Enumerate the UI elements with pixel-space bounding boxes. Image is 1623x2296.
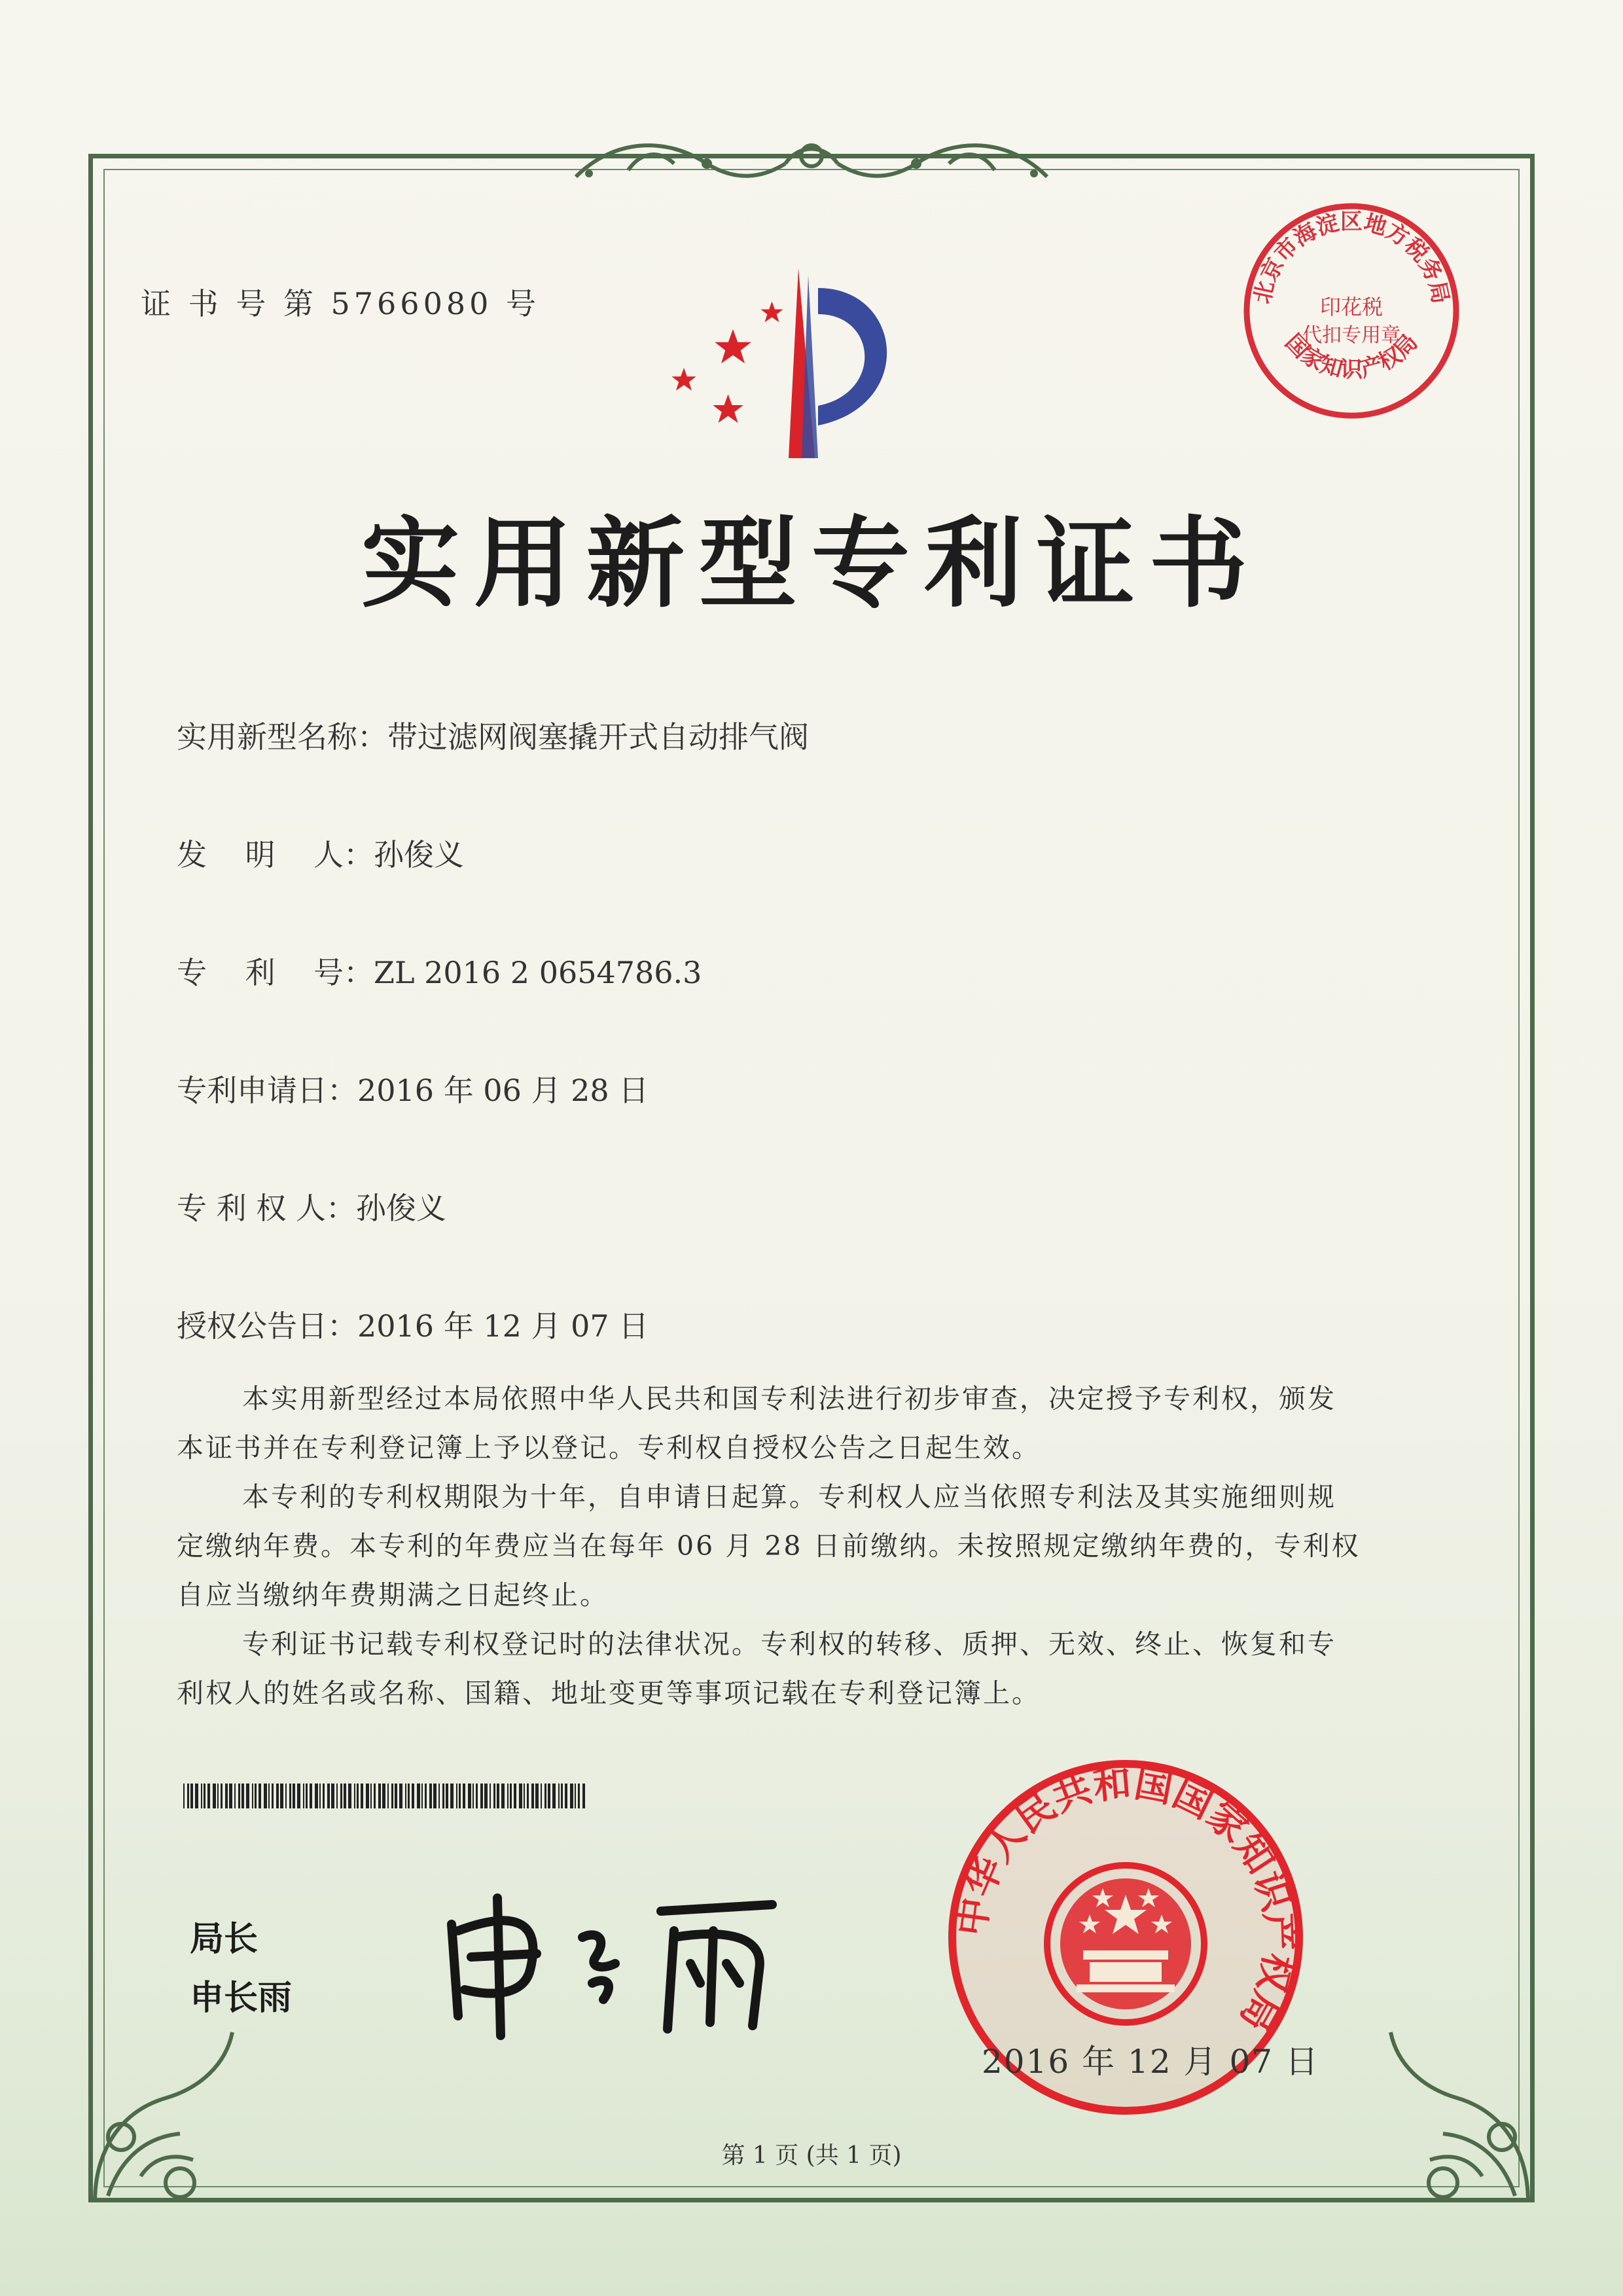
barcode-bar [497, 1784, 499, 1808]
barcode-bar [548, 1784, 550, 1808]
svg-text:北京市海淀区地方税务局 [1249, 209, 1454, 306]
barcode-bar [221, 1784, 223, 1808]
issue-date: 2016 年 12 月 07 日 [982, 2043, 1319, 2081]
certificate-title: 实用新型专利证书 [361, 506, 1262, 621]
barcode-bar [354, 1784, 355, 1808]
barcode-bar [570, 1784, 573, 1808]
tax-seal-ring-text: 北京市海淀区地方税务局 [1249, 209, 1454, 306]
barcode-bar [285, 1784, 287, 1808]
field-label: 授权公告日： [177, 1308, 357, 1344]
barcode-bar [412, 1784, 414, 1808]
barcode-bar [429, 1784, 432, 1808]
body-paragraph: 本专利的专利权期限为十年，自申请日起算。专利权人应当依照专利法及其实施细则规定缴纳年费。本专利的年费应当在每年 06 月 28 日前缴纳。未按照规定缴纳年费的，专利权自应当缴纳年费期满之日起终止。 [177, 1481, 1361, 1611]
certificate-body-text [177, 1374, 1361, 1718]
cnipa-logo-icon [668, 262, 955, 471]
director-name: 申长雨 [190, 1979, 293, 2018]
top-ornament-icon [550, 124, 1073, 196]
barcode-bar [190, 1784, 193, 1808]
barcode-bar [510, 1784, 512, 1808]
tax-seal-stamp [1237, 196, 1466, 425]
barcode-bar [382, 1784, 385, 1808]
barcode-bar [417, 1784, 420, 1808]
barcode-bar [331, 1784, 334, 1808]
barcode-bar [319, 1784, 321, 1808]
barcode-bar [391, 1784, 393, 1808]
barcode-bar [524, 1784, 525, 1808]
barcode-bar [493, 1784, 495, 1808]
body-paragraph: 本实用新型经过本局依照中华人民共和国专利法进行初步审查，决定授予专利权，颁发本证书并在专利登记簿上予以登记。专利权自授权公告之日起生效。 [177, 1383, 1336, 1463]
barcode-bar [463, 1784, 465, 1808]
barcode-bar [395, 1784, 397, 1808]
barcode-bar [374, 1784, 376, 1808]
barcode-bar [217, 1784, 219, 1808]
tax-seal-center-line2: 代扣专用章 [1302, 324, 1400, 347]
certificate-number-label: 证 书 号 第 [141, 286, 317, 321]
barcode-bar [357, 1784, 359, 1808]
field-value: 孙俊义 [355, 1191, 446, 1226]
barcode-bar [425, 1784, 427, 1808]
barcode-bar [387, 1784, 389, 1808]
barcode-bar [490, 1784, 491, 1808]
barcode-bar [408, 1784, 410, 1808]
field-label: 专 利 号： [177, 955, 374, 990]
barcode-bar [238, 1784, 240, 1808]
barcode-bar [468, 1784, 471, 1808]
barcode-bar [541, 1784, 542, 1808]
certificate-number [141, 280, 540, 323]
barcode-bar [507, 1784, 508, 1808]
barcode-bar [323, 1784, 325, 1808]
barcode-bar [438, 1784, 440, 1808]
barcode-bar [306, 1784, 308, 1808]
barcode-bar [327, 1784, 330, 1808]
barcode-bar [207, 1784, 210, 1808]
barcode-bar [255, 1784, 257, 1808]
field-value: 2016 年 06 月 28 日 [357, 1073, 649, 1108]
field-patentee [177, 1185, 446, 1228]
barcode-bar [575, 1784, 576, 1808]
barcode-bar [183, 1784, 185, 1808]
barcode-bar [340, 1784, 342, 1808]
field-application-date [177, 1067, 649, 1110]
barcode-bar [303, 1784, 304, 1808]
barcode-bar [241, 1784, 244, 1808]
barcode-bar [535, 1784, 539, 1808]
field-utility-model-name [177, 713, 809, 757]
barcode-bar [480, 1784, 483, 1808]
barcode-bar [310, 1784, 312, 1808]
barcode-bar [527, 1784, 529, 1808]
bottom-left-ornament-icon [82, 2019, 252, 2209]
page-number: 第 1 页 (共 1 页) [721, 2142, 902, 2169]
body-paragraph: 专利证书记载专利权登记时的法律状况。专利权的转移、质押、无效、终止、恢复和专利权人的姓名或名称、国籍、地址变更等事项记载在专利登记簿上。 [177, 1628, 1336, 1709]
field-inventor [177, 831, 464, 874]
certificate-number-suffix: 号 [506, 286, 540, 321]
barcode-bar [459, 1784, 461, 1808]
barcode-bar [446, 1784, 448, 1808]
barcode-bar [201, 1784, 202, 1808]
barcode-bar [450, 1784, 454, 1808]
barcode-bar [565, 1784, 567, 1808]
barcode-bar [259, 1784, 261, 1808]
tax-seal-bottom-text: 国家知识产权局 [1279, 329, 1423, 384]
barcode-icon [183, 1784, 589, 1808]
barcode-bar [280, 1784, 283, 1808]
certificate-number-value: 5766080 [330, 286, 493, 321]
barcode-bar [476, 1784, 478, 1808]
barcode-bar [558, 1784, 560, 1808]
field-label: 专 利 权 人： [177, 1191, 356, 1226]
barcode-bar [370, 1784, 372, 1808]
barcode-bar [336, 1784, 338, 1808]
national-emblem-icon [1047, 1865, 1204, 2022]
barcode-bar [187, 1784, 189, 1808]
barcode-bar [405, 1784, 406, 1808]
barcode-bar [473, 1784, 474, 1808]
barcode-bar [293, 1784, 295, 1808]
barcode-bar [561, 1784, 563, 1808]
barcode-bar [552, 1784, 556, 1808]
barcode-bar [456, 1784, 457, 1808]
barcode-bar [514, 1784, 516, 1808]
barcode-bar [531, 1784, 534, 1808]
tax-seal-center-line1: 印花税 [1319, 295, 1383, 319]
barcode-bar [315, 1784, 318, 1808]
barcode-bar [484, 1784, 488, 1808]
field-patent-number [177, 949, 702, 992]
barcode-bar [225, 1784, 228, 1808]
barcode-bar [272, 1784, 274, 1808]
barcode-bar [582, 1784, 585, 1808]
barcode-bar [289, 1784, 291, 1808]
bottom-right-ornament-icon [1371, 2019, 1541, 2209]
barcode-bar [348, 1784, 351, 1808]
barcode-bar [421, 1784, 423, 1808]
barcode-bar [378, 1784, 381, 1808]
barcode-bar [361, 1784, 363, 1808]
barcode-bar [501, 1784, 505, 1808]
barcode-bar [366, 1784, 369, 1808]
barcode-bar [442, 1784, 444, 1808]
field-label: 发 明 人： [177, 837, 374, 872]
barcode-bar [578, 1784, 580, 1808]
field-value: ZL 2016 2 0654786.3 [373, 955, 702, 990]
barcode-bar [213, 1784, 216, 1808]
barcode-bar [264, 1784, 267, 1808]
field-value: 带过滤网阀塞撬开式自动排气阀 [387, 719, 809, 755]
barcode-bar [519, 1784, 522, 1808]
director-title: 局长 [190, 1920, 259, 1959]
barcode-bar [246, 1784, 249, 1808]
official-seal-ring-text: 中华人民共和国国家知识产权局 [948, 1760, 1302, 2039]
barcode-bar [252, 1784, 253, 1808]
barcode-bar [268, 1784, 270, 1808]
barcode-bar [234, 1784, 236, 1808]
barcode-bar [344, 1784, 346, 1808]
field-value: 2016 年 12 月 07 日 [357, 1308, 649, 1344]
field-label: 实用新型名称： [177, 719, 387, 755]
director-signature [432, 1885, 798, 2042]
barcode-bar [433, 1784, 437, 1808]
barcode-bar [297, 1784, 300, 1808]
field-value: 孙俊义 [373, 837, 464, 872]
field-grant-announcement-date [177, 1302, 649, 1346]
barcode-bar [544, 1784, 546, 1808]
barcode-bar [229, 1784, 232, 1808]
barcode-bar [276, 1784, 279, 1808]
barcode-bar [204, 1784, 205, 1808]
field-label: 专利申请日： [177, 1073, 357, 1108]
barcode-bar [195, 1784, 198, 1808]
barcode-bar [399, 1784, 402, 1808]
